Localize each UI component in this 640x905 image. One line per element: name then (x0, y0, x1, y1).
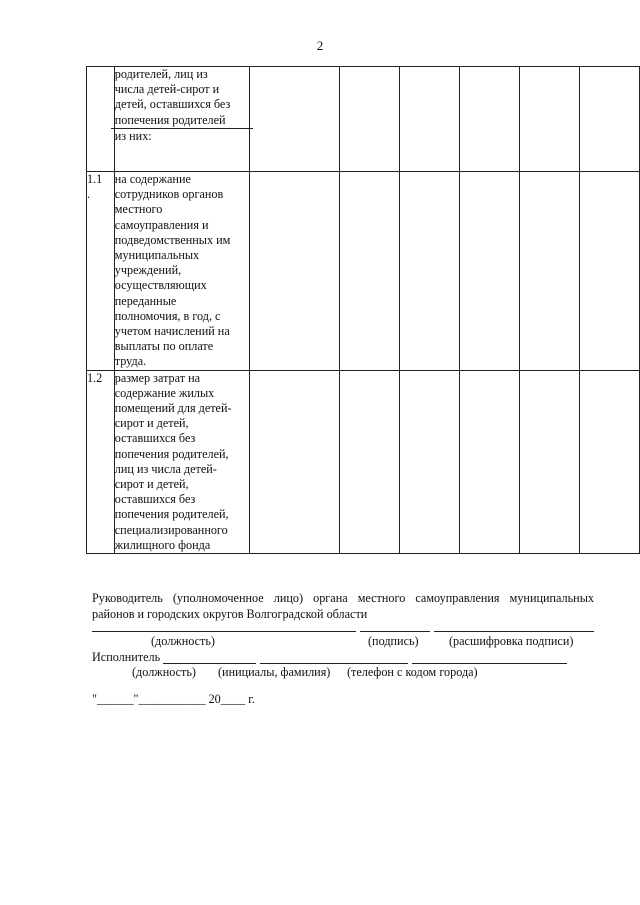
description-subline: из них: (111, 128, 254, 144)
description-line: муниципальных (114, 248, 200, 263)
description-line: попечения родителей, (114, 507, 229, 522)
row-number (87, 67, 115, 172)
value-cell[interactable] (250, 370, 339, 553)
executor-label: Исполнитель (92, 650, 161, 664)
description-line: оставшихся без (114, 492, 196, 507)
label-signature: (подпись) (368, 634, 419, 648)
label-decoding: (расшифровка подписи) (449, 634, 574, 648)
value-cell[interactable] (339, 67, 400, 172)
value-cell[interactable] (460, 172, 520, 371)
data-table (86, 66, 640, 554)
value-cell[interactable] (580, 370, 640, 553)
value-cell[interactable] (520, 172, 580, 371)
description-line: оставшихся без (114, 431, 196, 446)
description-line: учреждений, (114, 263, 182, 278)
value-cell[interactable] (400, 67, 460, 172)
description-line: числа детей-сирот и (114, 82, 220, 97)
decoding-line[interactable] (434, 631, 594, 632)
description-line: местного (114, 202, 163, 217)
value-cell[interactable] (400, 370, 460, 553)
value-cell[interactable] (580, 172, 640, 371)
description-line: сирот и детей, (114, 416, 189, 431)
page-number: 2 (316, 38, 324, 53)
table-row (87, 172, 640, 371)
value-cell[interactable] (520, 67, 580, 172)
description-line: осуществляющих (114, 278, 207, 293)
value-cell[interactable] (250, 67, 339, 172)
label-position: (должность) (151, 634, 215, 648)
description-line: полномочия, в год, с (114, 308, 221, 323)
description-line: жилищного фонда (114, 537, 211, 552)
table-row (87, 370, 640, 553)
value-cell[interactable] (339, 172, 400, 371)
value-cell[interactable] (460, 67, 520, 172)
description-line: помещений для детей- (114, 401, 232, 416)
description-line: родителей, лиц из (114, 67, 208, 81)
position-line[interactable] (92, 631, 356, 632)
value-cell[interactable] (250, 172, 339, 371)
row-number (87, 370, 115, 553)
table-row (87, 67, 640, 172)
exec-phone-line[interactable] (412, 663, 567, 664)
label-exec-position: (должность) (132, 665, 196, 679)
value-cell[interactable] (339, 370, 400, 553)
description-line: содержание жилых (114, 385, 215, 400)
description-line: лиц из числа детей- (114, 461, 217, 476)
signatory-heading: Руководитель (уполномоченное лицо) органа местного самоуправления муниципальных районов и городских округов Волгоградской области (92, 591, 594, 621)
row-description (114, 370, 250, 553)
row-description (114, 172, 250, 371)
description-line: переданные (114, 293, 177, 308)
description-line: труда. (114, 354, 147, 369)
value-cell[interactable] (580, 67, 640, 172)
description-line: детей, оставшихся без (114, 97, 231, 112)
description-line: сотрудников органов (114, 187, 224, 202)
description-line: попечения родителей, (114, 446, 229, 461)
description-line: размер затрат на (114, 370, 201, 385)
description-line: попечения родителей (114, 112, 226, 127)
row-description (114, 67, 250, 172)
value-cell[interactable] (400, 172, 460, 371)
value-cell[interactable] (460, 370, 520, 553)
label-phone: (телефон с кодом города) (347, 665, 478, 679)
description-line: на содержание (114, 172, 191, 186)
label-initials: (инициалы, фамилия) (218, 665, 331, 679)
description-line: учетом начислений на (114, 324, 230, 339)
value-cell[interactable] (520, 370, 580, 553)
row-number (87, 172, 115, 371)
row-number-text: 1.2 (87, 370, 103, 385)
signature-line[interactable] (360, 631, 430, 632)
exec-position-line[interactable] (163, 663, 256, 664)
description-line: самоуправления и (114, 217, 209, 232)
description-line: сирот и детей, (114, 477, 189, 492)
description-line: выплаты по оплате (114, 339, 214, 354)
description-line: подведомственных им (114, 232, 231, 247)
exec-initials-line[interactable] (260, 663, 408, 664)
description-line: специализированного (114, 522, 228, 537)
date-line[interactable]: "______"___________ 20____ г. (92, 692, 255, 706)
row-number-text: 1.1 . (87, 172, 103, 202)
